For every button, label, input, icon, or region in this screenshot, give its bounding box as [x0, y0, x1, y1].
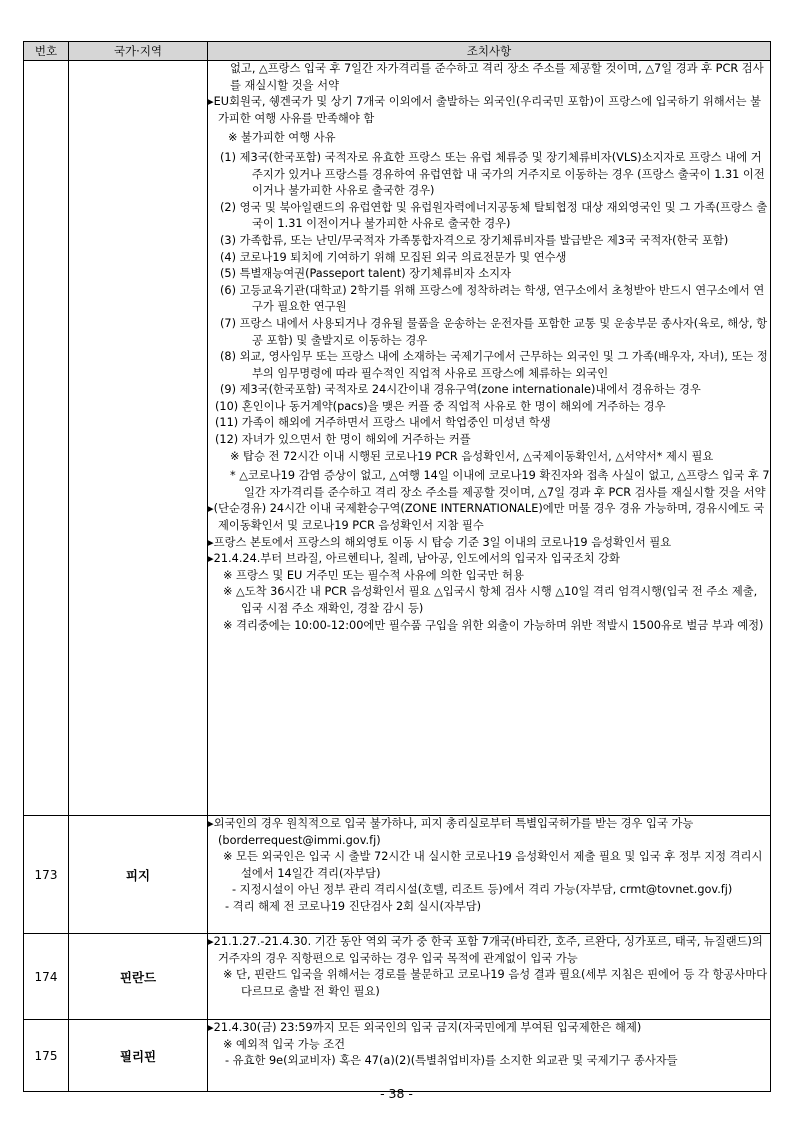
measure-line: (3) 가족합류, 또는 난민/무국적자 가족통합자격으로 장기체류비자를 발급받은 제3국 국적자(한국 포함) — [220, 233, 729, 247]
row-country — [69, 61, 208, 816]
measure-line: 없고, △프랑스 입국 후 7일간 자가격리를 준수하고 격리 장소 주소를 제공할 것이며, △7일 경과 후 PCR 검사를 재실시할 것을 서약 — [230, 62, 764, 92]
measure-line: (2) 영국 및 북아일랜드의 유럽연합 및 유럽원자력에너지공동체 탈퇴협정 대상 재외영국인 및 그 가족(프랑스 출국이 1.31 이전이거나 불가피한 사유로 출국한 경우) — [220, 200, 768, 231]
measure-line: ※ 예외적 입국 가능 조건 — [223, 1037, 346, 1051]
row-measures — [208, 934, 771, 1020]
row-country: 핀란드 — [69, 934, 208, 1020]
measure-line: - 지정시설이 아닌 정부 관리 격리시설(호텔, 리조트 등)에서 격리 가능(자부담, crmt@tovnet.gov.fj) — [232, 883, 733, 897]
measure-line: ※ △도착 36시간 내 PCR 음성확인서 필요 △입국시 항체 검사 시행 △10일 격리 엄격시행(입국 전 주소 제출, 입국 시점 주소 재확인, 경찰 감시 등) — [223, 585, 758, 615]
row-measures — [208, 61, 771, 816]
measure-line: ▸21.4.30(금) 23:59까지 모든 외국인의 입국 금지(자국민에게 부여된 입국제한은 해제) — [208, 1021, 642, 1034]
row-measures — [208, 1020, 771, 1092]
measure-line: (9) 제3국(한국포함) 국적자로 24시간이내 경유구역(zone internationale)내에서 경유하는 경우 — [220, 383, 701, 397]
page-number: - 38 - — [380, 1086, 413, 1101]
measure-line: - 유효한 9e(외교비자) 혹은 47(a)(2)(특별취업비자)를 소지한 외교관 및 국제기구 종사자들 — [225, 1054, 678, 1068]
measure-line: (4) 코로나19 퇴치에 기여하기 위해 모집된 외국 의료전문가 및 연수생 — [220, 250, 567, 264]
measure-line: (5) 특별재능여권(Passeport talent) 장기체류비자 소지자 — [220, 267, 512, 281]
measures-table — [23, 41, 771, 1092]
measure-line: (1) 제3국(한국포함) 국적자로 유효한 프랑스 또는 유럽 체류증 및 장기체류비자(VLS)소지자로 프랑스 내에 거주지가 있거나 프랑스를 경유하여 유럽연합 내 국가의 거주지로 이동하는 경우 (프랑스 출국이 1.31 이전이거나 불가피한 사유로 출국한 경우) — [220, 150, 765, 198]
measure-line: ※ 불가피한 여행 사유 — [228, 131, 336, 145]
measure-line: (12) 자녀가 있으면서 한 명이 해외에 거주하는 커플 — [215, 433, 471, 447]
measure-line: * △코로나19 감염 증상이 없고, △여행 14일 이내에 코로나19 확진자와 접촉 사실이 없고, △프랑스 입국 후 7일간 자가격리를 준수하고 격리 장소 주소를 제공할 것이며, △7일 경과 후 PCR 검사를 재실시할 것을 서약 — [230, 469, 770, 499]
measure-line: ▸EU회원국, 쉥겐국가 및 상기 7개국 이외에서 출발하는 외국인(우리국민 포함)이 프랑스에 입국하기 위해서는 불가피한 여행 사유를 만족해야 함 — [208, 95, 762, 125]
header-measures: 조치사항 — [208, 42, 771, 61]
measure-line: (6) 고등교육기관(대학교) 2학기를 위해 프랑스에 정착하려는 학생, 연구소에서 초청받아 반드시 연구소에서 연구가 필요한 연구원 — [220, 283, 765, 314]
measure-line: - 격리 해제 전 코로나19 진단검사 2회 실시(자부담) — [225, 899, 482, 913]
table-row-finland — [24, 934, 771, 1020]
row-no — [24, 61, 69, 816]
table-row-fiji — [24, 816, 771, 934]
table-header-row — [24, 42, 771, 61]
measure-line: ※ 프랑스 및 EU 거주민 또는 필수적 사유에 의한 입국만 허용 — [223, 568, 524, 582]
header-country: 국가·지역 — [69, 42, 208, 61]
measure-line: ※ 단, 핀란드 입국을 위해서는 경로를 불문하고 코로나19 음성 결과 필요(세부 지침은 핀에어 등 각 항공사마다 다르므로 출발 전 확인 필요) — [223, 968, 768, 998]
measure-line: ▸외국인의 경우 원칙적으로 입국 불가하나, 피지 총리실로부터 특별입국허가를 받는 경우 입국 가능(borderrequest@immi.gov.fj) — [208, 817, 694, 847]
measure-line: ▸21.1.27.-21.4.30. 기간 동안 역외 국가 중 한국 포함 7개국(바티칸, 호주, 르완다, 싱가포르, 태국, 뉴질랜드)의 거주자의 경우 직항편으로 입국하는 경우 입국 목적에 관계없이 입국 가능 — [208, 935, 763, 965]
measure-line: (10) 혼인이나 동거계약(pacs)을 맺은 커플 중 직업적 사유로 한 명이 해외에 거주하는 경우 — [215, 399, 666, 413]
row-country: 필리핀 — [69, 1020, 208, 1092]
measure-line: ※ 모든 외국인은 입국 시 출발 72시간 내 실시한 코로나19 음성확인서 제출 필요 및 입국 후 정부 지정 격리시설에서 14일간 격리(자부담) — [223, 850, 763, 880]
row-no: 173 — [24, 816, 69, 934]
measure-line: (8) 외교, 영사임무 또는 프랑스 내에 소재하는 국제기구에서 근무하는 외국인 및 그 가족(배우자, 자녀), 또는 정부의 임무명령에 따라 필수적인 직업적 사유로 프랑스에 체류하는 외국인 — [220, 350, 768, 380]
measure-line: ▸21.4.24.부터 브라질, 아르헨티나, 칠레, 남아공, 인도에서의 입국자 입국조치 강화 — [208, 552, 620, 566]
table-row-philippines — [24, 1020, 771, 1092]
row-no: 175 — [24, 1020, 69, 1092]
measure-line: ※ 탑승 전 72시간 이내 시행된 코로나19 PCR 음성확인서, △국제이동확인서, △서약서* 제시 필요 — [230, 449, 714, 463]
row-no: 174 — [24, 934, 69, 1020]
measure-line: ※ 격리중에는 10:00-12:00에만 필수품 구입을 위한 외출이 가능하며 위반 적발시 1500유로 벌금 부과 예정) — [223, 618, 764, 632]
header-no: 번호 — [24, 42, 69, 61]
measure-line: ▸프랑스 본토에서 프랑스의 해외영토 이동 시 탑승 기준 3일 이내의 코로나19 음성확인서 필요 — [208, 535, 672, 549]
row-measures — [208, 816, 771, 934]
measure-line: (11) 가족이 해외에 거주하면서 프랑스 내에서 학업중인 미성년 학생 — [215, 416, 551, 430]
row-country: 피지 — [69, 816, 208, 934]
table-row-france-continued — [24, 61, 771, 816]
measure-line: ▸(단순경유) 24시간 이내 국제환승구역(ZONE INTERNATIONALE)에만 머물 경우 경유 가능하며, 경유시에도 국제이동확인서 및 코로나19 PCR 음성확인서 지참 필수 — [208, 502, 765, 533]
measure-line: (7) 프랑스 내에서 사용되거나 경유될 물품을 운송하는 운전자를 포함한 교통 및 운송부문 종사자(육로, 해상, 항공 포함) 및 출발지로 이동하는 경우 — [220, 316, 768, 347]
